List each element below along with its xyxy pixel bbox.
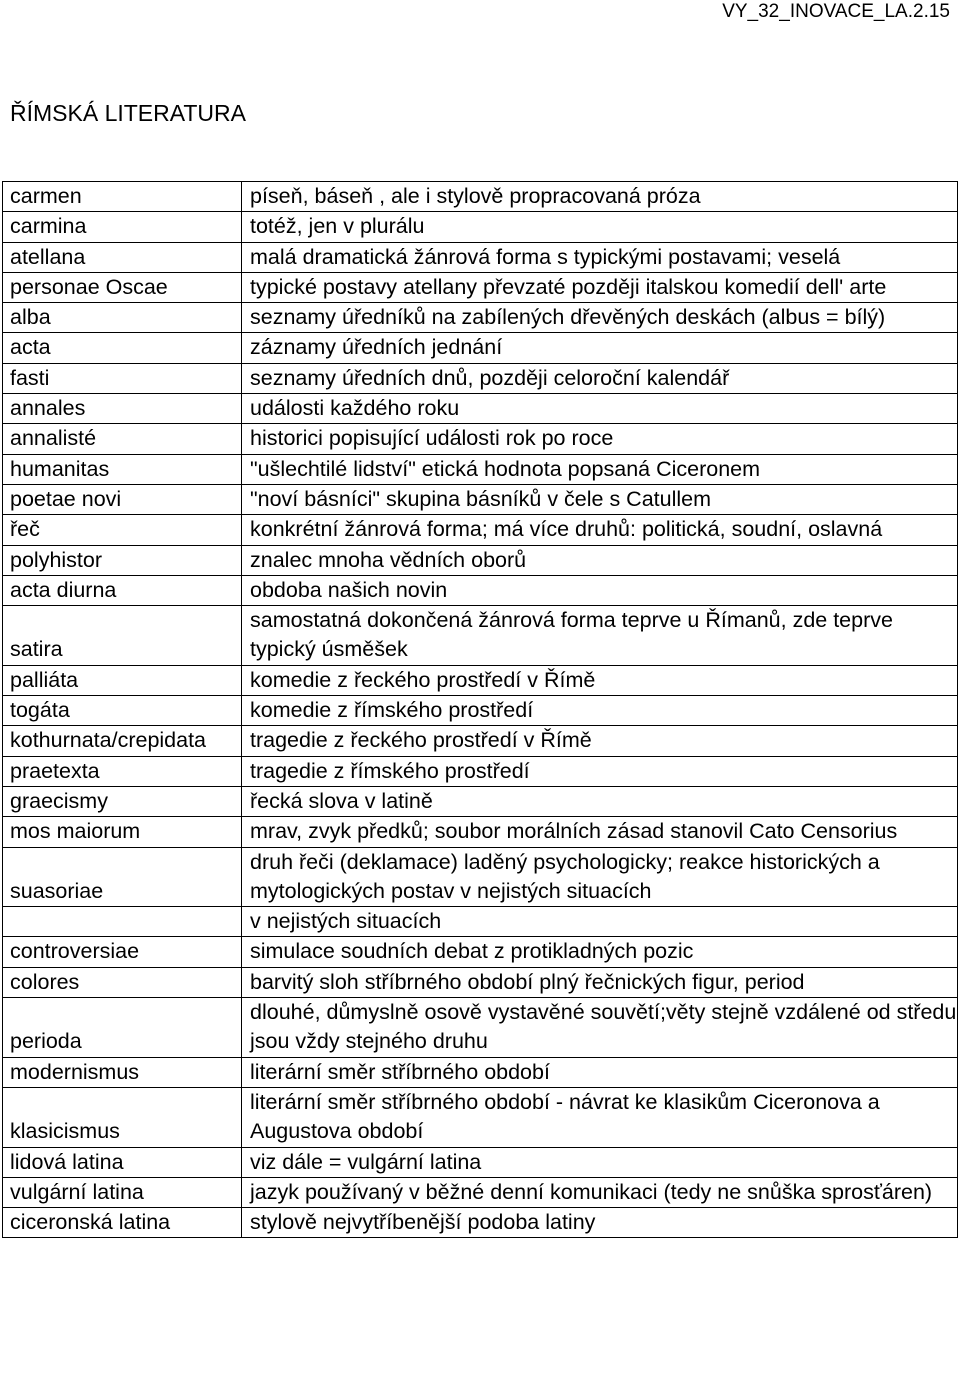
page-title: ŘÍMSKÁ LITERATURA [10, 100, 246, 126]
definition-cell: samostatná dokončená žánrová forma teprve u Římanů, zde teprve typický úsměšek [242, 606, 958, 666]
table-row [3, 817, 958, 847]
term-cell: perioda [3, 998, 242, 1058]
definition-cell: komedie z římského prostředí [242, 696, 958, 726]
term-cell: vulgární latina [3, 1177, 242, 1207]
table-row [3, 303, 958, 333]
definition-cell: historici popisující události rok po roce [242, 424, 958, 454]
term-cell: lidová latina [3, 1147, 242, 1177]
definition-cell: události každého roku [242, 394, 958, 424]
definition-cell: znalec mnoha vědních oborů [242, 545, 958, 575]
definition-cell: "noví básníci" skupina básníků v čele s Catullem [242, 484, 958, 514]
term-cell: togáta [3, 696, 242, 726]
definition-cell: "ušlechtilé lidství" etická hodnota popsaná Ciceronem [242, 454, 958, 484]
definition-cell: typické postavy atellany převzaté později italskou komedií dell' arte [242, 272, 958, 302]
term-cell: carmen [3, 182, 242, 212]
term-cell: colores [3, 967, 242, 997]
definition-cell: barvitý sloh stříbrného období plný řečnických figur, period [242, 967, 958, 997]
term-cell: kothurnata/crepidata [3, 726, 242, 756]
definition-cell: jazyk používaný v běžné denní komunikaci (tedy ne snůška sprosťáren) [242, 1177, 958, 1207]
definition-cell: konkrétní žánrová forma; má více druhů: politická, soudní, oslavná [242, 515, 958, 545]
table-row [3, 545, 958, 575]
definition-cell: stylově nejvytříbenější podoba latiny [242, 1208, 958, 1238]
term-cell: polyhistor [3, 545, 242, 575]
term-cell: atellana [3, 242, 242, 272]
term-cell: graecismy [3, 786, 242, 816]
definition-cell: simulace soudních debat z protikladných pozic [242, 937, 958, 967]
table-row [3, 756, 958, 786]
table-row [3, 847, 958, 907]
term-cell: humanitas [3, 454, 242, 484]
definition-cell: druh řeči (deklamace) laděný psychologicky; reakce historických a mytologických postav v nejistých situacích [242, 847, 958, 907]
glossary-body [3, 182, 958, 1238]
table-row [3, 696, 958, 726]
term-cell: annalisté [3, 424, 242, 454]
definition-cell: malá dramatická žánrová forma s typickými postavami; veselá [242, 242, 958, 272]
term-cell: annales [3, 394, 242, 424]
table-row [3, 606, 958, 666]
definition-cell: seznamy úředníků na zabílených dřevěných deskách (albus = bílý) [242, 303, 958, 333]
term-cell: klasicismus [3, 1087, 242, 1147]
term-cell: ciceronská latina [3, 1208, 242, 1238]
table-row [3, 1147, 958, 1177]
definition-cell: literární směr stříbrného období [242, 1057, 958, 1087]
definition-cell: záznamy úředních jednání [242, 333, 958, 363]
glossary-table [2, 181, 958, 1238]
table-row [3, 242, 958, 272]
table-row [3, 1208, 958, 1238]
definition-cell: obdoba našich novin [242, 575, 958, 605]
term-cell: alba [3, 303, 242, 333]
table-row [3, 967, 958, 997]
term-cell: palliáta [3, 665, 242, 695]
table-row [3, 515, 958, 545]
table-row [3, 363, 958, 393]
table-row [3, 454, 958, 484]
table-row [3, 1057, 958, 1087]
table-row [3, 998, 958, 1058]
definition-cell: tragedie z římského prostředí [242, 756, 958, 786]
table-row [3, 182, 958, 212]
definition-cell: mrav, zvyk předků; soubor morálních zásad stanovil Cato Censorius [242, 817, 958, 847]
table-row [3, 333, 958, 363]
term-cell: mos maiorum [3, 817, 242, 847]
term-cell: carmina [3, 212, 242, 242]
term-cell: fasti [3, 363, 242, 393]
table-row [3, 726, 958, 756]
table-row [3, 272, 958, 302]
table-row [3, 937, 958, 967]
term-cell: řeč [3, 515, 242, 545]
definition-cell: v nejistých situacích [242, 907, 958, 937]
term-cell: acta [3, 333, 242, 363]
table-row [3, 665, 958, 695]
definition-cell: dlouhé, důmyslně osově vystavěné souvětí;věty stejně vzdálené od středu jsou vždy stejného druhu [242, 998, 958, 1058]
term-cell: praetexta [3, 756, 242, 786]
definition-cell: tragedie z řeckého prostředí v Římě [242, 726, 958, 756]
document-code: VY_32_INOVACE_LA.2.15 [722, 1, 950, 22]
table-row [3, 212, 958, 242]
definition-cell: seznamy úředních dnů, později celoroční kalendář [242, 363, 958, 393]
table-row [3, 1177, 958, 1207]
table-row [3, 394, 958, 424]
term-cell: suasoriae [3, 847, 242, 907]
term-cell: acta diurna [3, 575, 242, 605]
table-row [3, 907, 958, 937]
table-row [3, 424, 958, 454]
definition-cell: píseň, báseň , ale i stylově propracovaná próza [242, 182, 958, 212]
definition-cell: totéž, jen v plurálu [242, 212, 958, 242]
table-row [3, 575, 958, 605]
definition-cell: literární směr stříbrného období - návrat ke klasikům Ciceronova a Augustova období [242, 1087, 958, 1147]
definition-cell: viz dále = vulgární latina [242, 1147, 958, 1177]
term-cell: modernismus [3, 1057, 242, 1087]
definition-cell: řecká slova v latině [242, 786, 958, 816]
definition-cell: komedie z řeckého prostředí v Římě [242, 665, 958, 695]
term-cell [3, 907, 242, 937]
term-cell: controversiae [3, 937, 242, 967]
table-row [3, 484, 958, 514]
term-cell: personae Oscae [3, 272, 242, 302]
term-cell: satira [3, 606, 242, 666]
term-cell: poetae novi [3, 484, 242, 514]
table-row [3, 786, 958, 816]
table-row [3, 1087, 958, 1147]
